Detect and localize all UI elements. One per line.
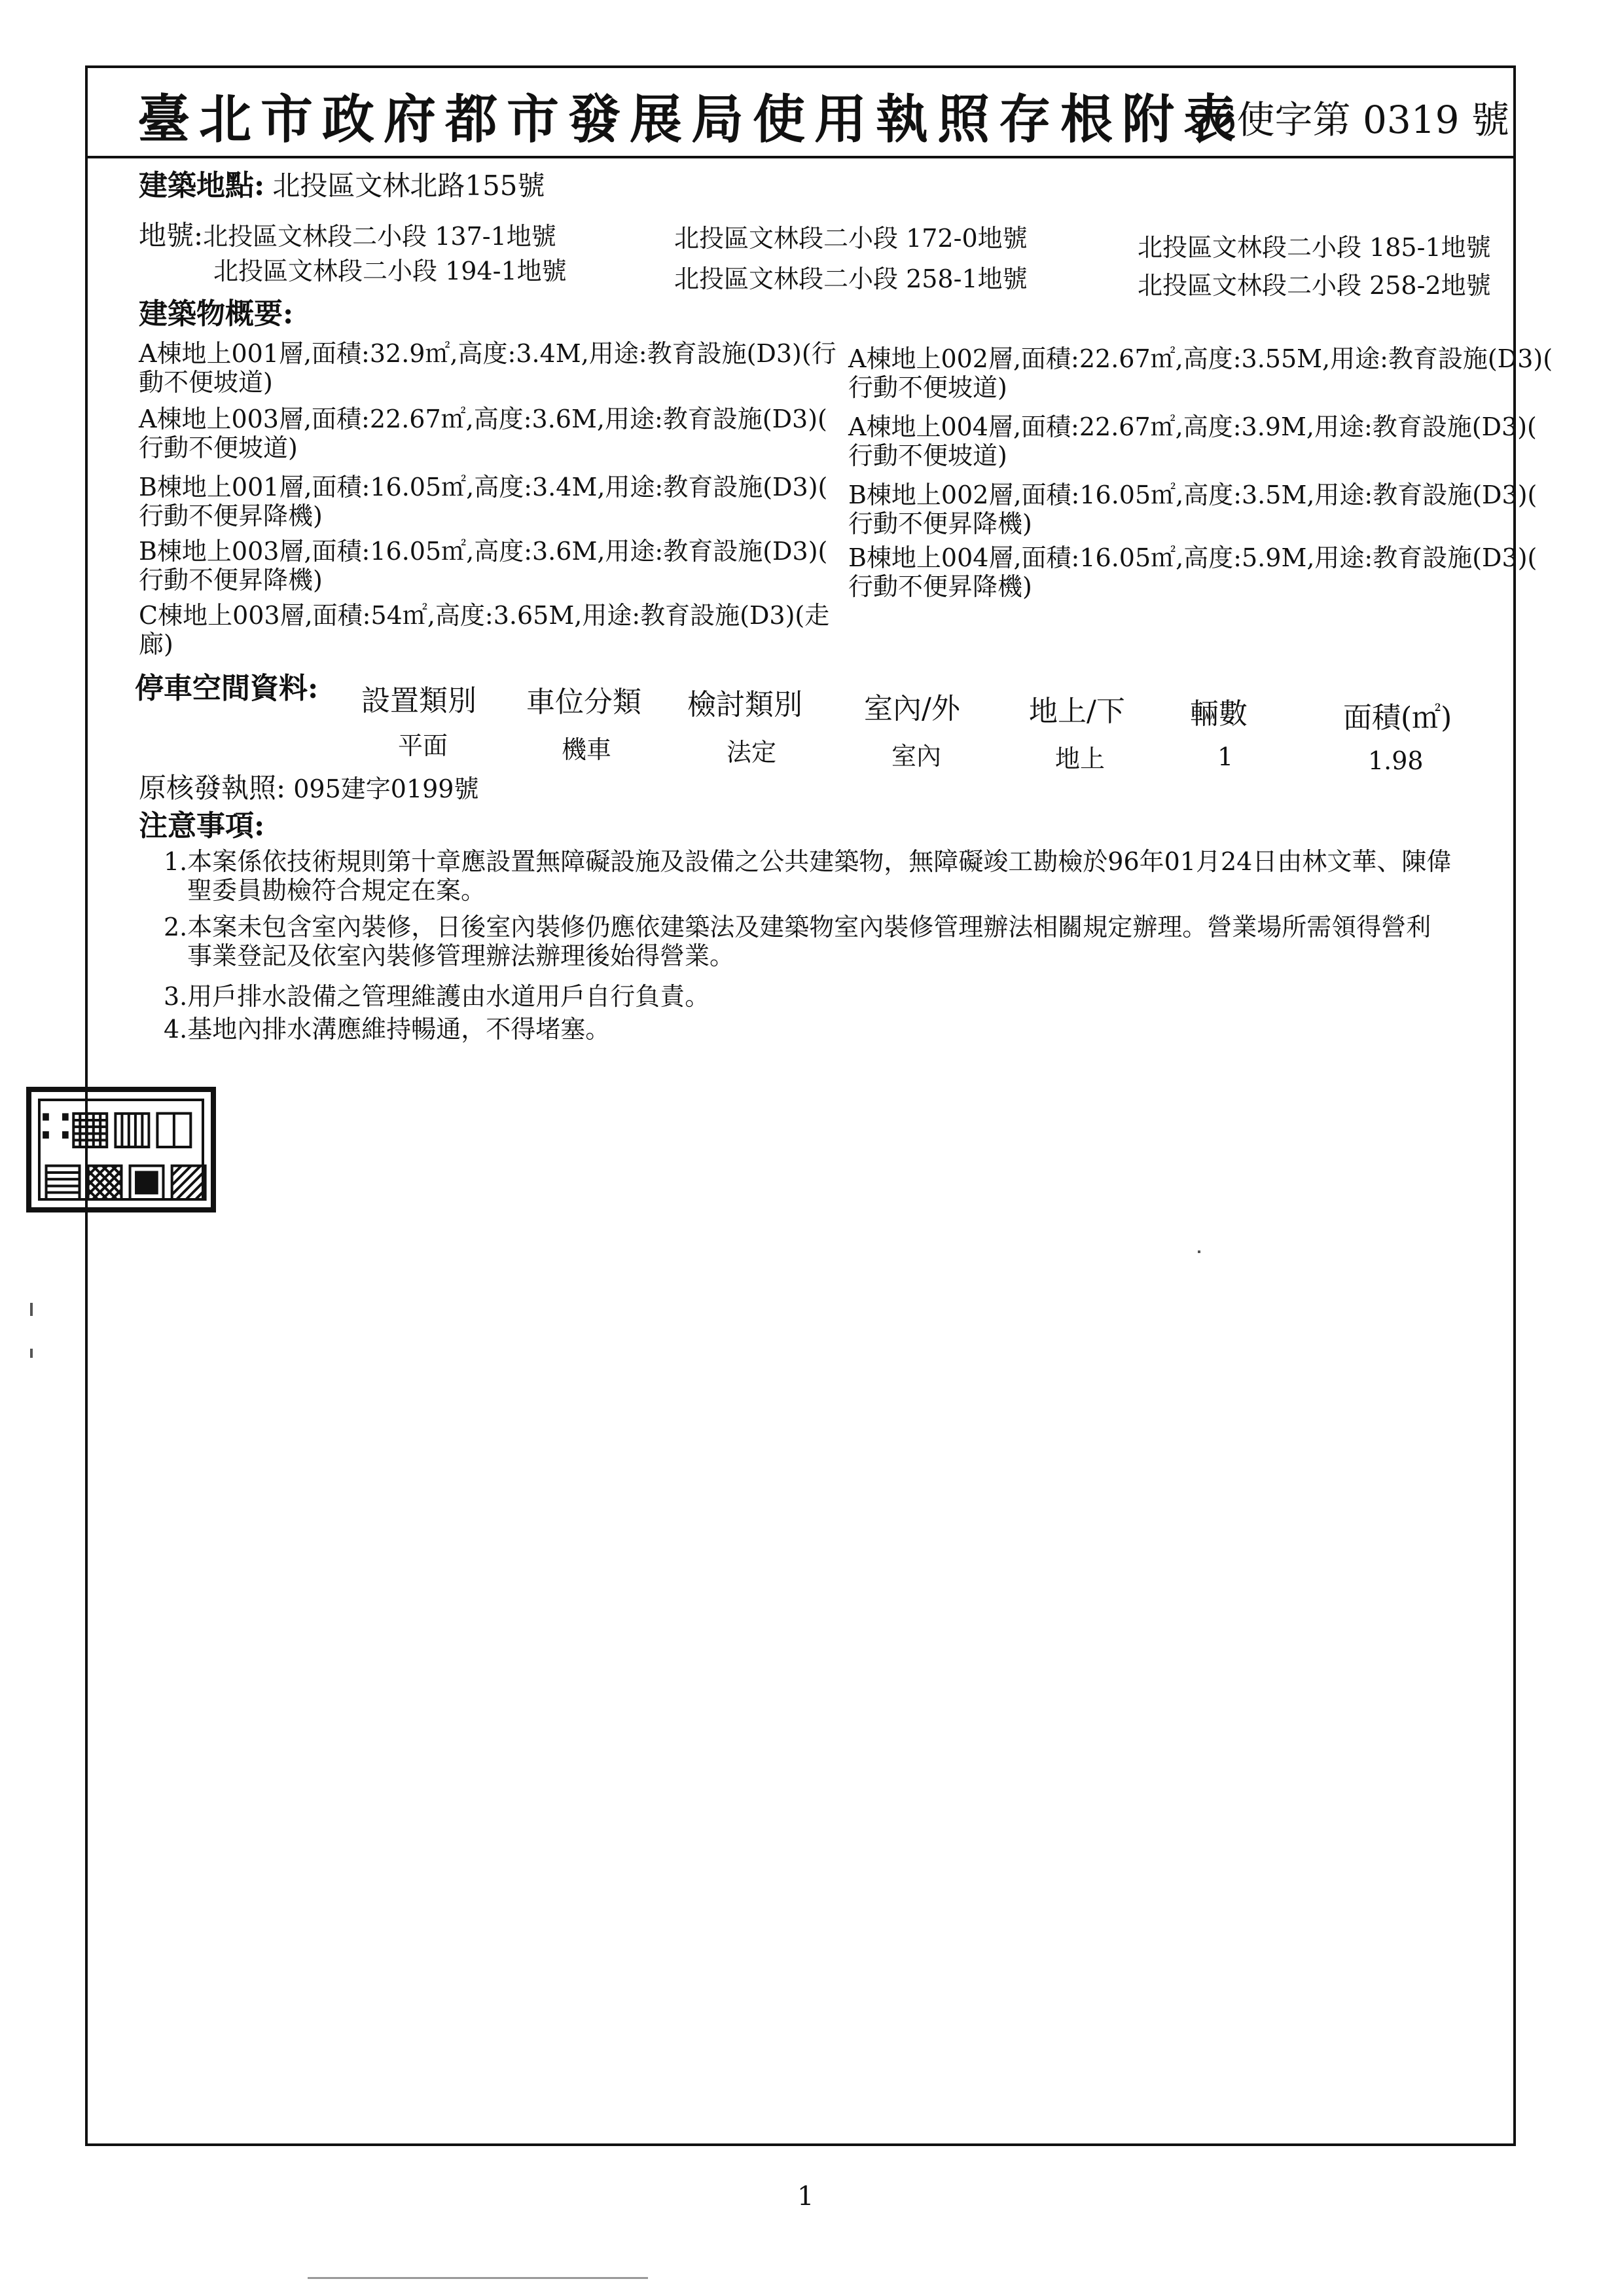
location-label: 建築地點: bbox=[139, 169, 265, 202]
location-row bbox=[139, 169, 545, 202]
notes-label: 注意事項: bbox=[139, 809, 265, 843]
note-item-2: 2.本案未包含室內裝修，日後室內裝修仍應依建築法及建築物室內裝修管理辦法相關規定辦理。營業場所需領得營利 事業登記及依室內裝修管理辦法辦理後始得營業。 bbox=[164, 913, 1431, 970]
seal-glyphs: ∷▦▥◫ ▤▩▣▨ bbox=[41, 1098, 209, 1206]
parking-cell: 1 bbox=[1217, 742, 1234, 771]
scan-mark bbox=[1198, 1250, 1200, 1253]
parking-cell: 平面 bbox=[398, 731, 448, 760]
note-item-3: 3.用戶排水設備之管理維護由水道用戶自行負責。 bbox=[164, 982, 710, 1011]
original-permit-value: 095建字0199號 bbox=[293, 774, 479, 803]
parking-cell: 法定 bbox=[727, 738, 777, 767]
original-permit-row bbox=[139, 774, 479, 803]
parking-header: 檢討類別 bbox=[687, 688, 802, 721]
parking-cell: 1.98 bbox=[1368, 746, 1424, 775]
parking-header: 地上/下 bbox=[1029, 695, 1125, 728]
parking-header: 輛數 bbox=[1190, 697, 1248, 731]
parking-cell: 室內 bbox=[891, 742, 942, 771]
overview-entry-a1: A棟地上001層,面積:32.9㎡,高度:3.4M,用途:教育設施(D3)(行 動不便坡道) bbox=[139, 339, 836, 397]
scan-mark bbox=[308, 2277, 648, 2279]
overview-entry-a3: A棟地上003層,面積:22.67㎡,高度:3.6M,用途:教育設施(D3)( 行動不便坡道) bbox=[139, 405, 827, 462]
lots-label: 地號: bbox=[139, 219, 204, 251]
permit-number: 96使字第 0319 號 bbox=[1188, 98, 1509, 142]
note-item-4: 4.基地內排水溝應維持暢通，不得堵塞。 bbox=[164, 1015, 611, 1044]
overview-entry-b3: B棟地上003層,面積:16.05㎡,高度:3.6M,用途:教育設施(D3)( 行動不便昇降機) bbox=[139, 537, 828, 594]
title-bar bbox=[85, 65, 1516, 158]
parking-cell: 機車 bbox=[562, 735, 612, 764]
overview-entry-b4: B棟地上004層,面積:16.05㎡,高度:5.9M,用途:教育設施(D3)( 行動不便昇降機) bbox=[848, 543, 1537, 601]
parking-header: 室內/外 bbox=[864, 692, 960, 725]
lot-item: 北投區文林段二小段 258-2地號 bbox=[1138, 271, 1491, 300]
overview-entry-b1: B棟地上001層,面積:16.05㎡,高度:3.4M,用途:教育設施(D3)( 行動不便昇降機) bbox=[139, 473, 828, 530]
scan-mark bbox=[30, 1303, 33, 1316]
parking-header: 設置類別 bbox=[361, 684, 476, 718]
parking-label: 停車空間資料: bbox=[135, 672, 319, 705]
overview-entry-a4: A棟地上004層,面積:22.67㎡,高度:3.9M,用途:教育設施(D3)( 行動不便坡道) bbox=[848, 412, 1537, 470]
original-permit-label: 原核發執照: bbox=[139, 772, 286, 804]
location-value: 北投區文林北路155號 bbox=[272, 170, 545, 202]
lot-item: 北投區文林段二小段 258-1地號 bbox=[674, 264, 1028, 293]
document-title: 臺北市政府都市發展局使用執照存根附表 bbox=[137, 88, 1245, 150]
lot-item: 北投區文林段二小段 137-1地號 bbox=[203, 222, 556, 251]
overview-entry-c3: C棟地上003層,面積:54㎡,高度:3.65M,用途:教育設施(D3)(走 廊) bbox=[139, 601, 830, 659]
note-item-1: 1.本案係依技術規則第十章應設置無障礙設施及設備之公共建築物，無障礙竣工勘檢於96年01月24日由林文華、陳偉 聖委員勘檢符合規定在案。 bbox=[164, 847, 1452, 905]
overview-entry-a2: A棟地上002層,面積:22.67㎡,高度:3.55M,用途:教育設施(D3)( 行動不便坡道) bbox=[848, 344, 1553, 402]
lots-row-1 bbox=[139, 221, 556, 251]
lot-item: 北投區文林段二小段 185-1地號 bbox=[1138, 233, 1491, 262]
overview-entry-b2: B棟地上002層,面積:16.05㎡,高度:3.5M,用途:教育設施(D3)( 行動不便昇降機) bbox=[848, 481, 1537, 538]
parking-cell: 地上 bbox=[1055, 744, 1106, 773]
lot-item: 北投區文林段二小段 194-1地號 bbox=[213, 257, 567, 285]
parking-header: 車位分類 bbox=[526, 685, 641, 719]
lot-item: 北投區文林段二小段 172-0地號 bbox=[674, 224, 1028, 253]
parking-header: 面積(㎡) bbox=[1343, 701, 1452, 735]
overview-label: 建築物概要: bbox=[139, 297, 294, 331]
scan-mark bbox=[30, 1349, 33, 1358]
page-number: 1 bbox=[797, 2181, 814, 2212]
official-seal bbox=[26, 1087, 216, 1212]
